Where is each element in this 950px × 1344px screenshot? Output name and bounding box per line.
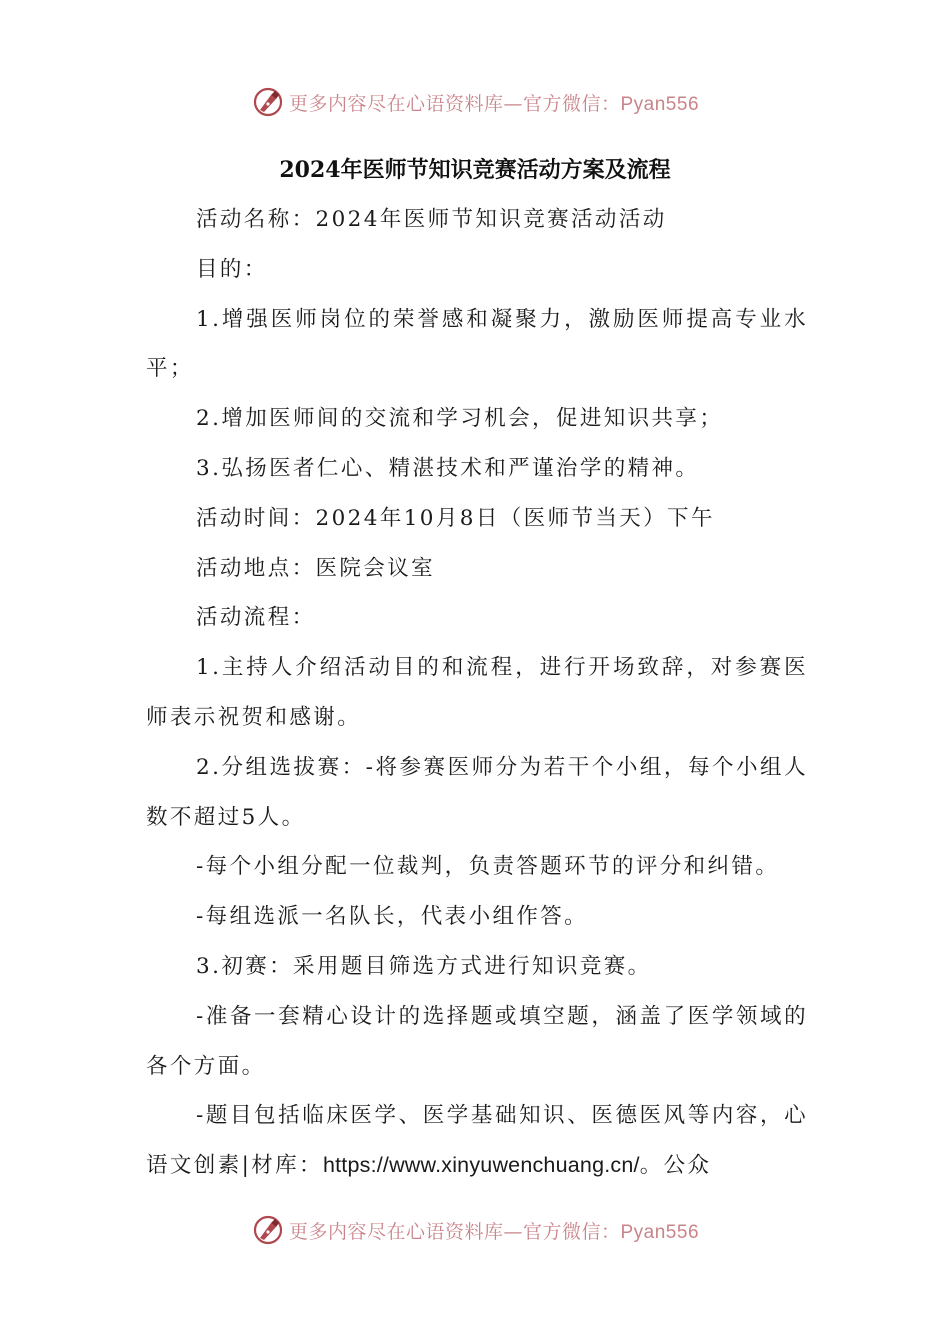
pen-nib-logo-icon: [251, 85, 285, 119]
paragraph: 1.主持人介绍活动目的和流程，进行开场致辞，对参赛医师表示祝贺和感谢。: [146, 655, 808, 730]
document-title: 2024年医师节知识竞赛活动方案及流程: [279, 157, 671, 183]
paragraph-text: 。公众: [639, 1153, 712, 1179]
paragraph: -每组选派一名队长，代表小组作答。: [196, 904, 589, 930]
paragraph: 活动名称：2024年医师节知识竞赛活动活动: [196, 207, 667, 232]
banner-wechat-id: Pyan556: [620, 93, 700, 115]
paragraph: 2.增加医师间的交流和学习机会，促进知识共享；: [196, 406, 724, 432]
paragraph: 目的：: [196, 256, 268, 282]
paragraph: 活动地点：医院会议室: [196, 555, 436, 581]
paragraph: -准备一套精心设计的选择题或填空题，涵盖了医学领域的各个方面。: [146, 1003, 808, 1079]
website-link[interactable]: https://www.xinyuwenchuang.cn/: [322, 1153, 640, 1178]
banner-text: [289, 89, 699, 116]
banner-text: [289, 1217, 699, 1244]
footer-banner: [0, 1210, 950, 1250]
paragraph: 2.分组选拔赛：-将参赛医师分为若干个小组，每个小组人数不超过5人。: [146, 754, 808, 830]
paragraph: 活动时间：2024年10月8日（医师节当天）下午: [196, 505, 715, 531]
pen-nib-logo-icon: [251, 1213, 285, 1247]
paragraph: 3.弘扬医者仁心、精湛技术和严谨治学的精神。: [196, 455, 700, 481]
paragraph: 活动流程：: [196, 605, 316, 631]
paragraph-text: -题目包括临床医学、医学基础知识、医德医风等内容，心语文创素|材库：: [146, 1103, 808, 1179]
paragraph-with-link: [146, 1091, 808, 1191]
paragraph: 3.初赛：采用题目筛选方式进行知识竞赛。: [196, 953, 652, 979]
banner-slogan: 更多内容尽在心语资料库—官方微信：: [288, 1220, 621, 1243]
document-body: [146, 195, 808, 1191]
banner-wechat-id: Pyan556: [620, 1221, 700, 1243]
paragraph: -每个小组分配一位裁判，负责答题环节的评分和纠错。: [196, 854, 780, 880]
header-banner: [0, 82, 950, 122]
banner-slogan: 更多内容尽在心语资料库—官方微信：: [288, 92, 621, 115]
paragraph: 1.增强医师岗位的荣誉感和凝聚力，激励医师提高专业水平；: [146, 306, 808, 382]
